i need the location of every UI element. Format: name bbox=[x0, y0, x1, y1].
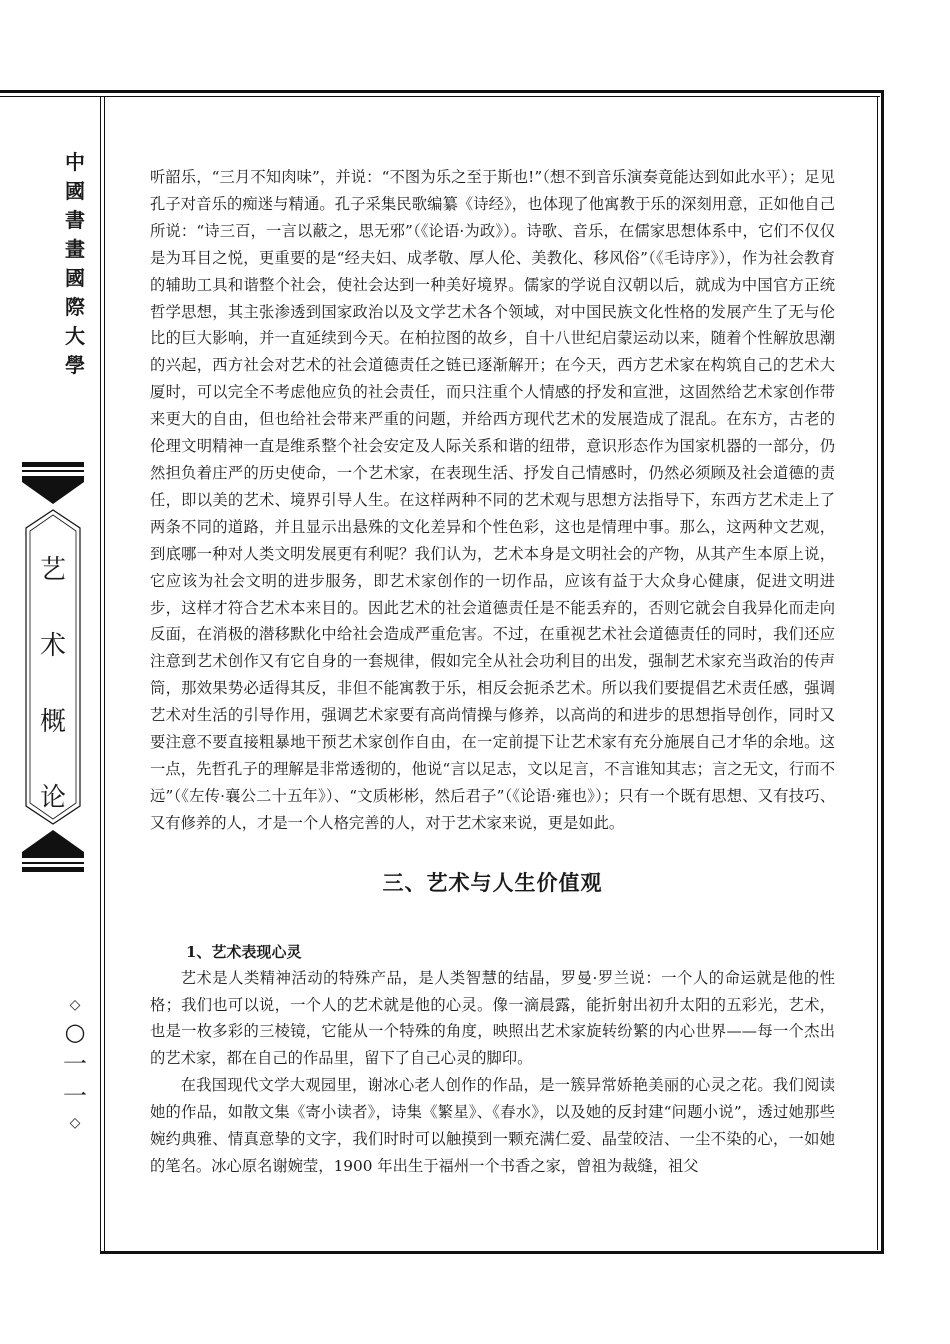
school-char: 國 bbox=[65, 266, 85, 290]
subsection-heading: 1、艺术表现心灵 bbox=[186, 942, 302, 961]
page-number-char: 一 bbox=[63, 1050, 87, 1078]
page-frame-right-border bbox=[881, 90, 884, 1254]
school-char: 中 bbox=[65, 150, 85, 174]
page-frame-right-inner-border bbox=[877, 96, 878, 1250]
sidebar-divider-inner bbox=[104, 96, 105, 1254]
sidebar-school-name bbox=[60, 148, 90, 380]
book-title bbox=[22, 532, 84, 836]
book-title-plaque bbox=[22, 462, 84, 872]
body-paragraph: 在我国现代文学大观园里，谢冰心老人创作的作品，是一簇异常娇艳美丽的心灵之花。我们阅读她的作品，如散文集《寄小读者》，诗集《繁星》、《春水》，以及她的反封建“问题小说”，透过她那些婉约典雅、情真意挚的文字，我们时时可以触摸到一颗充满仁爱、晶莹皎洁、一尘不染的心，一如她的笔名。冰心原名谢婉莹，1900 年出生于福州一个书香之家，曾祖为裁缝，祖父 bbox=[150, 1076, 835, 1175]
page-number-char: 一 bbox=[63, 1082, 87, 1110]
school-char: 大 bbox=[65, 324, 85, 348]
body-paragraph: 艺术是人类精神活动的特殊产品，是人类智慧的结晶，罗曼·罗兰说：一个人的命运就是他的性格；我们也可以说，一个人的艺术就是他的心灵。像一滴晨露，能折射出初升太阳的五彩光，艺术，也是一枚多彩的三棱镜，它能从一个特殊的角度，映照出艺术家旋转纷繁的内心世界——每一个杰出的艺术家，都在自己的作品里，留下了自己心灵的脚印。 bbox=[150, 968, 835, 1068]
school-char: 際 bbox=[65, 295, 85, 319]
school-char: 書 bbox=[65, 208, 85, 232]
book-title-char: 艺 bbox=[39, 555, 66, 585]
page-frame-top-inner-border bbox=[0, 96, 880, 97]
body-paragraph: 听韶乐，“三月不知肉味”，并说：“不图为乐之至于斯也!”（想不到音乐演奏竟能达到如此水平）；足见孔子对音乐的痴迷与精通。孔子采集民歌编纂《诗经》，也体现了他寓教于乐的深刻用意，正如他自己所说：“诗三百，一言以蔽之，思无邪”（《论语·为政》）。诗歌、音乐，在儒家思想体系中，它们不仅仅是为耳目之悦，更重要的是“经夫妇、成孝敬、厚人伦、美教化、移风俗”（《毛诗序》），作为社会教育的辅助工具和谐整个社会，使社会达到一种美好境界。儒家的学说自汉朝以后，就成为中国官方正统哲学思想，其主张渗透到国家政治以及文学艺术各个领域，对中国民族文化性格的发展产生了无与伦比的巨大影响，并一直延续到今天。在柏拉图的故乡，自十八世纪启蒙运动以来，随着个性解放思潮的兴起，西方社会对艺术的社会道德责任之链已逐渐解开；在今天，西方艺术家在构筑自己的艺术大厦时，可以完全不考虑他应负的社会责任，而只注重个人情感的抒发和宣泄，这固然给艺术家创作带来更大的自由，但也给社会带来严重的问题，并给西方现代艺术的发展造成了混乱。在东方，古老的伦理文明精神一直是维系整个社会安定及人际关系和谐的纽带，意识形态作为国家机器的一部分，仍然担负着庄严的历史使命，一个艺术家，在表现生活、抒发自己情感时，仍然必须顾及社会道德的责任，即以美的艺术、境界引导人生。在这样两种不同的艺术观与思想方法指导下，东西方艺术走上了两条不同的道路，并且显示出悬殊的文化差异和个性色彩，这也是情理中事。那么，这两种文艺观，到底哪一种对人类文明发展更有利呢？我们认为，艺术本身是文明社会的产物，从其产生本原上说，它应该为社会文明的进步服务，即艺术家创作的一切作品，应该有益于大众身心健康，促进文明进步，这样才符合艺术本来目的。因此艺术的社会道德责任是不能丢弃的，否则它就会自我异化而走向反面，在消极的潜移默化中给社会造成严重危害。不过，在重视艺术社会道德责任的同时，我们还应注意到艺术创作又有它自身的一套规律，假如完全从社会功利目的出发，强制艺术家充当政治的传声筒，那效果势必适得其反，非但不能寓教于乐，相反会扼杀艺术。所以我们要提倡艺术责任感，强调艺术对生活的引导作用，强调艺术家要有高尚情操与修养，以高尚的和进步的思想指导创作，同时又要注意不要直接粗暴地干预艺术家创作自由，在一定前提下让艺术家有充分施展自己才华的余地。这一点，先哲孔子的理解是非常透彻的，他说“言以足志，文以足言，不言谁知其志；言之无文，行而不远”（《左传·襄公二十五年》）、“文质彬彬，然后君子”（《论语·雍也》）；只有一个既有思想、又有技巧、又有修养的人，才是一个人格完善的人，对于艺术家来说，更是如此。 bbox=[150, 168, 835, 832]
page-number-char: ○ bbox=[64, 1018, 86, 1046]
school-char: 學 bbox=[65, 353, 85, 377]
page-frame-bottom-border bbox=[100, 1251, 884, 1254]
diamond-icon: ◇ bbox=[69, 997, 81, 1013]
main-content bbox=[150, 164, 835, 1180]
page-number bbox=[58, 994, 92, 1134]
book-title-char: 概 bbox=[39, 707, 66, 737]
section-title: 三、艺术与人生价值观 bbox=[382, 869, 603, 895]
sidebar-divider-outer bbox=[100, 96, 101, 1254]
school-char: 國 bbox=[65, 179, 85, 203]
school-char: 畫 bbox=[65, 237, 85, 261]
page-frame-top-border bbox=[0, 90, 884, 93]
diamond-icon: ◇ bbox=[69, 1115, 81, 1131]
book-title-char: 术 bbox=[39, 631, 66, 661]
book-title-char: 论 bbox=[39, 783, 66, 813]
